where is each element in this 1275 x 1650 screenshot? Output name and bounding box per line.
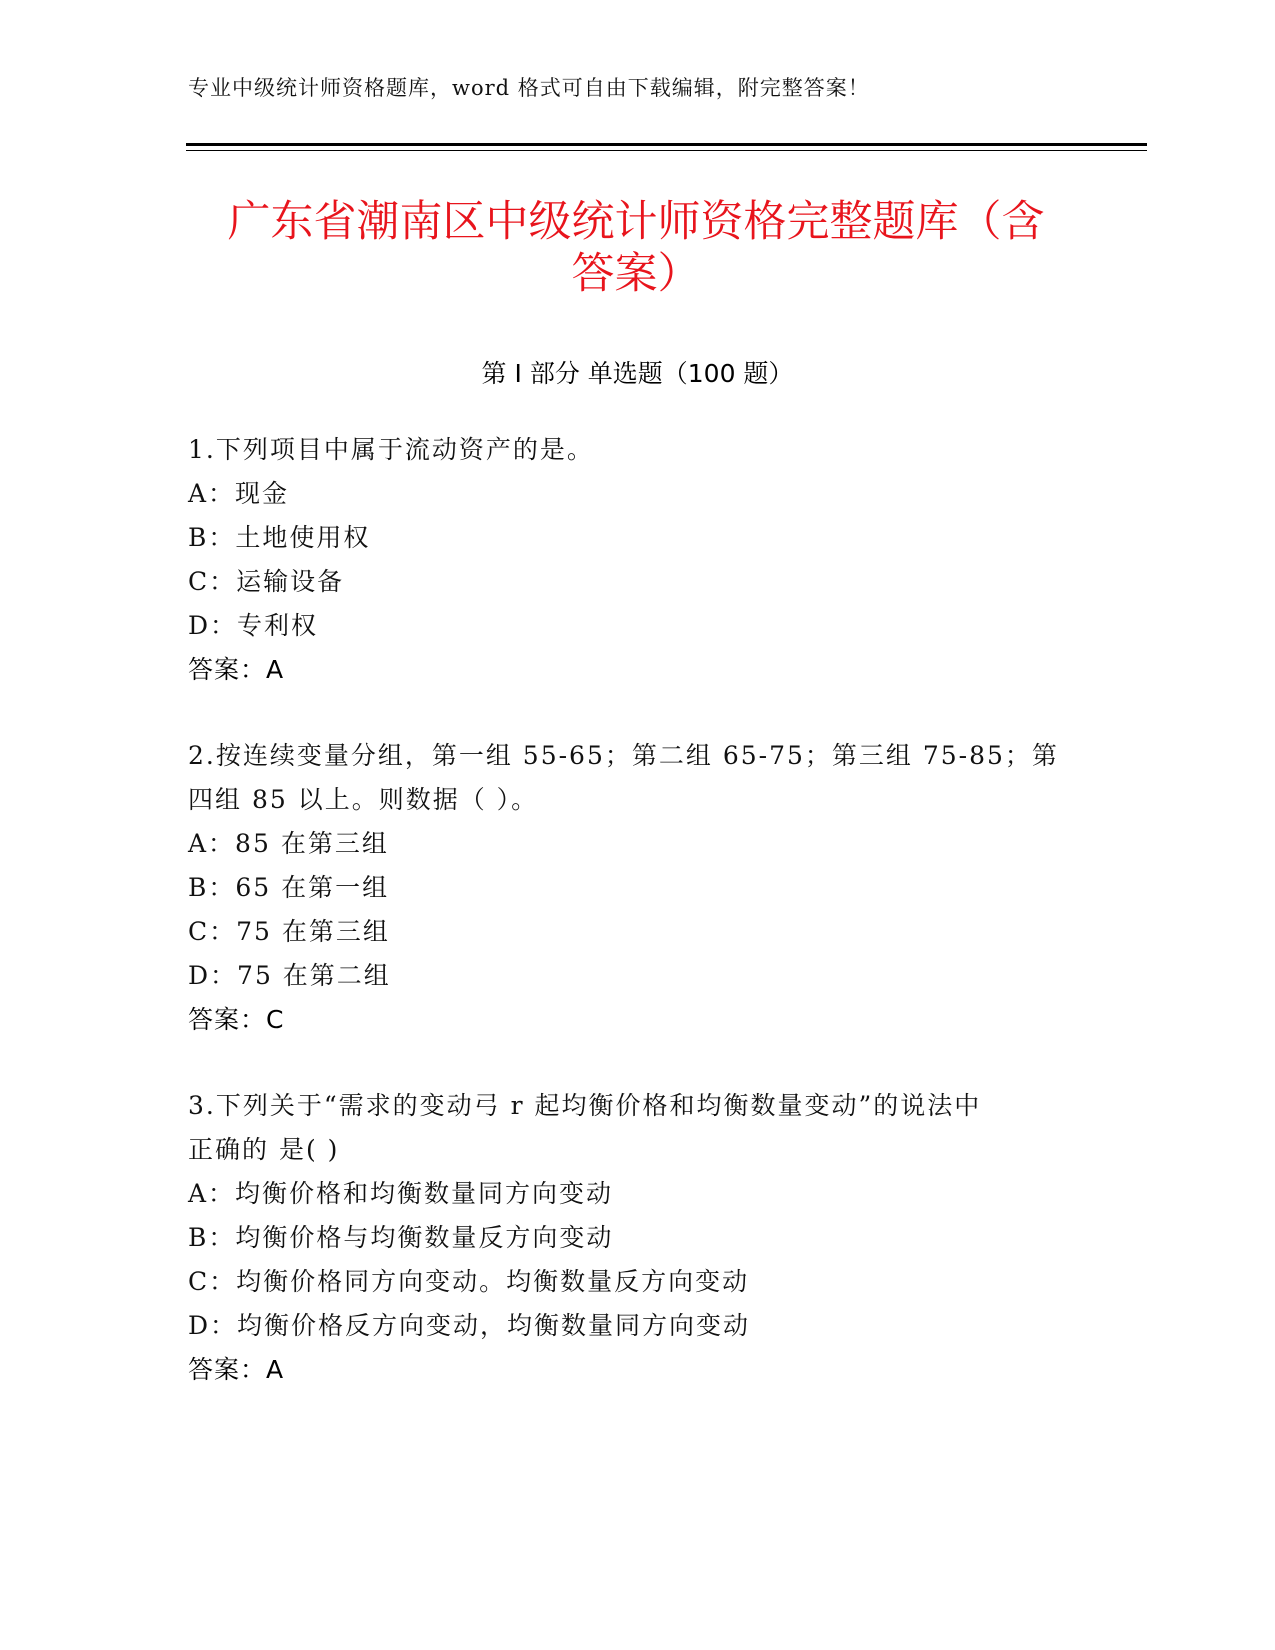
header-note: 专业中级统计师资格题库，word 格式可自由下载编辑，附完整答案！: [188, 76, 870, 100]
question-1-option-c: C：运输设备: [188, 567, 345, 596]
question-2-text-line-2: 四组 85 以上。则数据（ ）。: [188, 785, 539, 814]
question-2-option-a: A：85 在第三组: [188, 829, 389, 858]
question-2-answer: 答案：C: [188, 1005, 285, 1034]
question-3-option-d: D：均衡价格反方向变动，均衡数量同方向变动: [188, 1311, 751, 1340]
question-1-option-b: B：土地使用权: [188, 523, 371, 552]
header-rule-thick: [186, 143, 1147, 146]
document-title: [186, 196, 1086, 300]
question-3-option-b: B：均衡价格与均衡数量反方向变动: [188, 1223, 614, 1252]
question-2-option-c: C：75 在第三组: [188, 917, 390, 946]
question-3-option-a: A：均衡价格和均衡数量同方向变动: [188, 1179, 614, 1208]
header-rule-thin: [186, 150, 1147, 151]
question-2-text-line-1: 2.按连续变量分组，第一组 55-65；第二组 65-75；第三组 75-85；第: [188, 741, 1059, 770]
question-2-option-b: B：65 在第一组: [188, 873, 390, 902]
question-1-answer: 答案：A: [188, 655, 285, 684]
title-line-2: 答案）: [571, 249, 701, 299]
section-heading: 第 I 部分 单选题（100 题）: [481, 359, 794, 388]
question-3-answer: 答案：A: [188, 1355, 285, 1384]
question-3-text-line-2: 正确的 是( ): [188, 1135, 340, 1164]
question-1-option-a: A：现金: [188, 479, 290, 508]
question-1-option-d: D：专利权: [188, 611, 319, 640]
question-1-text-line-1: 1.下列项目中属于流动资产的是。: [188, 435, 594, 464]
question-2-option-d: D：75 在第二组: [188, 961, 391, 990]
question-3-text-line-1: 3.下列关于“需求的变动弓 r 起均衡价格和均衡数量变动”的说法中: [188, 1091, 982, 1120]
question-3-option-c: C：均衡价格同方向变动。均衡数量反方向变动: [188, 1267, 750, 1296]
title-line-1: 广东省潮南区中级统计师资格完整题库（含: [227, 197, 1045, 247]
